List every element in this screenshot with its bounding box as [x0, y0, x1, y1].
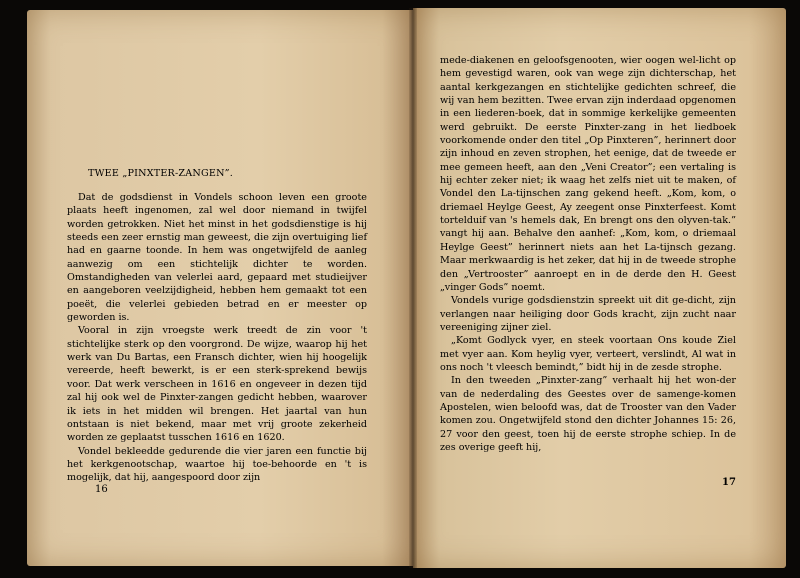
right-page-body [440, 54, 736, 454]
paragraph: Vooral in zijn vroegste werk treedt de zin voor 't stichtelijke sterk op den voorgrond. De wijze, waarop hij het werk van Du Bartas, een Fransch dichter, wien hij hoogelijk vereerde, heeft bewerkt, is er een sterk-sprekend bewijs voor. Dat werk verscheen in 1616 en ongeveer in dezen tijd zal hij ook wel de Pinxter-zangen gedicht hebben, waarover ik iets in het midden wil brengen. Het jaartal van hun ontstaan is niet bekend, maar met vrij groote zekerheid worden ze geplaatst tusschen 1616 en 1620. [67, 325, 367, 444]
paragraph: In den tweeden „Pinxter-zang” verhaalt hij het won-der van de nederdaling des Geestes over de samenge-komen Apostelen, wien beloofd was, dat de Trooster van den Vader komen zou. Ongetwijfeld stond den dichter Johannes 15: 26, 27 voor den geest, toen hij de eerste strophe schiep. In de zes overige geeft hij, [440, 375, 736, 453]
chapter-heading: TWEE „PINXTER-ZANGEN”. [88, 168, 234, 179]
paragraph: mede-diakenen en geloofsgenooten, wier oogen wel-licht op hem gevestigd waren, ook van wege zijn dichterschap, het aantal kerkgezangen en stichtelijke gedichten schreef, die wij van hem bezitten. Twee ervan zijn inderdaad opgenomen in een liederen-boek, dat in sommige kerkelijke gemeenten werd gebruikt. De eerste Pinxter-zang in het liedboek voorkomende onder den titel „Op Pinxteren”, herinnert door zijn inhoud en zeven strophen, het eenige, dat de tweede er mee gemeen heeft, aan den „Veni Creator”; een vertaling is hij echter zeker niet; ik waag het zelfs niet uit te maken, of Vondel den La-tijnschen zang gekend heeft. „Kom, kom, o driemael Heylge Geest, Ay zeegent onse Pinxterfeest. Komt tortelduif van 's hemels dak, En brengt ons den olyven-tak.” vangt hij aan. Behalve den aanhef: „Kom, kom, o driemaal Heylge Geest” herinnert niets aan het La-tijnsch gezang. Maar merkwaardig is het zeker, dat hij in de tweede strophe den „Vertrooster” aanroept en in de derde den H. Geest „vinger Gods” noemt. [440, 55, 736, 293]
paragraph: Vondel bekleedde gedurende die vier jaren een functie bij het kerkgenootschap, waartoe hij toe-behoorde en 't is mogelijk, dat hij, aangespoord door zijn [67, 445, 367, 484]
page-number-left: 16 [95, 484, 108, 495]
book-gutter [409, 8, 417, 568]
left-page-body [67, 191, 367, 485]
page-number-right: 17 [722, 477, 736, 488]
paragraph: Dat de godsdienst in Vondels schoon leven een groote plaats heeft ingenomen, zal wel door niemand in twijfel worden getrokken. Niet het minst in het godsdienstige is hij steeds een zeer ernstig man geweest, die zijn overtuiging lief had en gaarne toonde. In hem was ongetwijfeld de aanleg aanwezig om een stichtelijk dichter te worden. Omstandigheden van velerlei aard, gepaard met studieijver en aangeboren veelzijdigheid, hebben hem gemaakt tot een poeët, die velerlei gebieden betrad en er meester op geworden is. [67, 192, 367, 324]
paragraph: Vondels vurige godsdienstzin spreekt uit dit ge-dicht, zijn verlangen naar heiliging door Gods kracht, zijn zucht naar vereeniging zijner ziel. [440, 295, 736, 333]
paragraph: „Komt Godlyck vyer, en steek voortaan Ons koude Ziel met vyer aan. Kom heylig vyer, verteert, verslindt, Al wat in ons noch 't vleesch bemindt,” bidt hij in de zesde strophe. [440, 335, 736, 373]
